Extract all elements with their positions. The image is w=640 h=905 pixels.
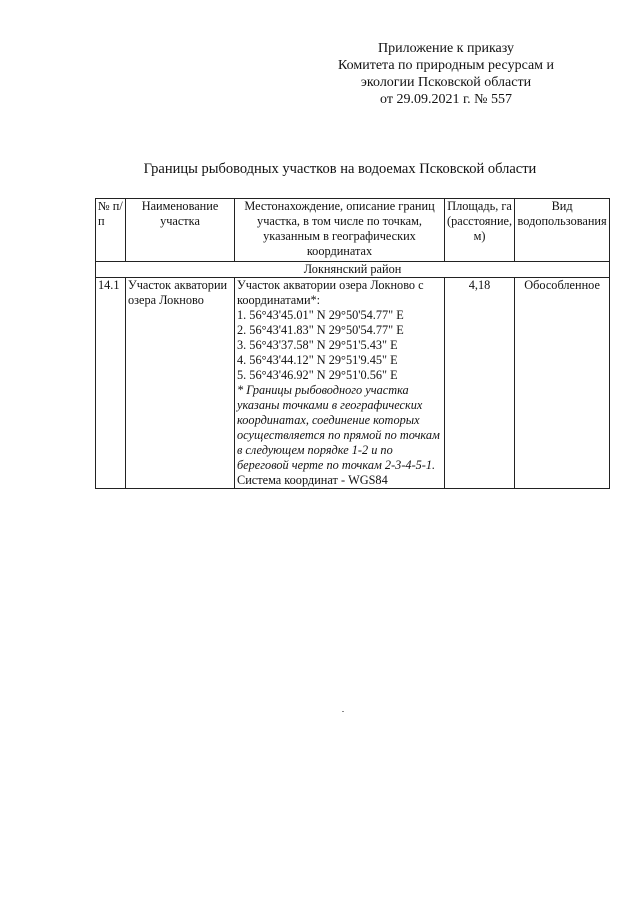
table-row bbox=[96, 278, 610, 489]
plots-table bbox=[95, 198, 610, 489]
table-header-row bbox=[96, 199, 610, 262]
district-row bbox=[96, 262, 610, 278]
appendix-line: экологии Псковской области bbox=[360, 75, 532, 90]
header-type: Вид водопользования bbox=[515, 199, 610, 262]
header-area: Площадь, га (расстояние, м) bbox=[445, 199, 515, 262]
location-intro: координатами*: bbox=[237, 293, 321, 307]
appendix-line: Комитета по природным ресурсам и bbox=[337, 58, 555, 73]
boundary-note: * Границы рыбоводного участка указаны точками в географических координатах, соединение которых осуществляется по прямой по точкам в следующем порядке 1-2 и по береговой черте по точкам 2-3-4-5-1. bbox=[237, 383, 440, 472]
document-title: Границы рыбоводных участков на водоемах Псковской области bbox=[143, 161, 537, 177]
district-name: Локнянский район bbox=[96, 262, 610, 278]
scan-speck bbox=[342, 711, 344, 712]
appendix-line: от 29.09.2021 г. № 557 bbox=[380, 92, 512, 107]
coordinate-point: 5. 56°43'46.92" N 29°51'0.56" E bbox=[237, 368, 398, 382]
coordinate-system: Система координат - WGS84 bbox=[237, 473, 388, 487]
row-type: Обособленное bbox=[515, 278, 610, 489]
appendix-line: Приложение к приказу bbox=[378, 41, 514, 56]
coordinate-point: 3. 56°43'37.58" N 29°51'5.43" E bbox=[237, 338, 398, 352]
row-location bbox=[235, 278, 445, 489]
header-num-label: № п/п bbox=[98, 199, 123, 228]
row-name: Участок акватории озера Локново bbox=[126, 278, 235, 489]
coordinate-point: 2. 56°43'41.83" N 29°50'54.77" E bbox=[237, 323, 404, 337]
header-name: Наименование участка bbox=[126, 199, 235, 262]
row-area: 4,18 bbox=[445, 278, 515, 489]
location-intro: Участок акватории озера Локново с bbox=[237, 278, 424, 292]
header-location: Местонахождение, описание границ участка, в том числе по точкам, указанным в географических координатах bbox=[235, 199, 445, 262]
row-num: 14.1 bbox=[96, 278, 126, 489]
header-num bbox=[96, 199, 126, 262]
coordinate-point: 4. 56°43'44.12" N 29°51'9.45" E bbox=[237, 353, 398, 367]
coordinate-point: 1. 56°43'45.01" N 29°50'54.77" E bbox=[237, 308, 404, 322]
appendix-block bbox=[300, 40, 592, 108]
